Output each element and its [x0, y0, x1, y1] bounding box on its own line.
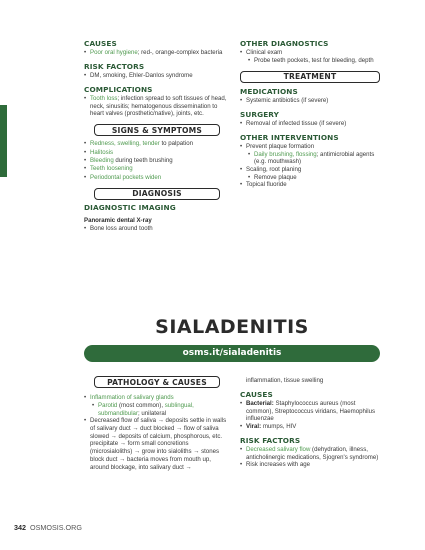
page-number: 342 [14, 523, 26, 532]
pathology-column [84, 376, 230, 471]
causes-bacterial-item [240, 400, 380, 423]
viral-label: Viral: [246, 423, 262, 431]
page-footer [14, 523, 82, 532]
complications-rest: ; infection spread to soft tissues of head, neck, sinusitis; hematogenous dissemination to heart valves (prosthetic/native), joints, etc. [90, 95, 227, 118]
medications-heading: MEDICATIONS [240, 86, 298, 96]
surgery-item: • Removal of infected tissue (if severe) [240, 120, 380, 128]
risk-item: • Risk increases with age [240, 461, 380, 469]
causes-heading: CAUSES [84, 39, 117, 48]
risk-rest: (dehydration, illness, anticholinergic medications, Sjogren's syndrome) [246, 445, 379, 461]
right-column [240, 40, 380, 189]
complications-item [84, 95, 230, 118]
signs-item-1-green: Redness, swelling, tender [90, 140, 160, 148]
brand-link[interactable]: OSMOSIS.ORG [30, 523, 82, 532]
other-interventions-heading: OTHER INTERVENTIONS [240, 132, 339, 142]
signs-item-3-green: Bleeding [90, 156, 114, 164]
other-diagnostics-subitem: • Probe teeth pockets, test for bleeding, depth [240, 57, 380, 65]
interventions-subitem: • Remove plaque [240, 174, 380, 182]
left-column [84, 40, 230, 233]
complications-lead: Tooth loss [90, 95, 118, 103]
surgery-heading: SURGERY [240, 109, 279, 119]
complications-heading: COMPLICATIONS [84, 84, 153, 94]
signs-item-1-rest: to palpation [159, 140, 193, 148]
signs-heading: SIGNS & SYMPTOMS [94, 124, 220, 136]
signs-item: • Halitosis [84, 149, 230, 157]
sialadenitis-causes-heading: CAUSES [240, 389, 273, 399]
imaging-heading: DIAGNOSTIC IMAGING [84, 203, 176, 213]
signs-item-3-rest: during teeth brushing [113, 156, 173, 164]
causes-lead: Poor oral hygiene [90, 49, 138, 57]
bacterial-label: Bacterial: [246, 399, 274, 407]
sialadenitis-right-column [240, 377, 380, 469]
interventions-item: • Prevent plaque formation [240, 143, 380, 151]
interventions-subitem-rest: ; antimicrobial agents (e.g. mouthwash) [254, 150, 375, 166]
pathology-subitem [84, 402, 230, 417]
interventions-item: • Scaling, root planing [240, 166, 380, 174]
pathology-item: • Inflammation of salivary glands [84, 394, 230, 402]
interventions-subitem-green: Daily brushing, flossing [254, 150, 317, 158]
xray-item: • Bone loss around tooth [84, 225, 230, 233]
bacterial-text: Staphylococcus aureus (most common), Streptococcus viridans, Haemophilus influenzae [246, 399, 376, 423]
interventions-subitem [240, 151, 380, 166]
medications-item: • Systemic antibiotics (if severe) [240, 97, 380, 105]
signs-item [84, 140, 230, 148]
pathology-heading: PATHOLOGY & CAUSES [94, 376, 220, 388]
continued-text: inflammation, tissue swelling [246, 377, 324, 384]
section-title: SIALADENITIS [155, 316, 309, 338]
pathology-subitem-mid: (most common), [117, 401, 165, 409]
causes-item [84, 49, 230, 57]
risk-heading: RISK FACTORS [84, 61, 145, 71]
treatment-heading: TREATMENT [240, 71, 380, 83]
glands-text: sublingual, submandibular [98, 401, 194, 417]
parotid-text: Parotid [98, 401, 118, 409]
viral-text: mumps, HIV [261, 423, 297, 431]
signs-item [84, 157, 230, 165]
causes-viral-item [240, 423, 380, 431]
risk-item [240, 446, 380, 461]
signs-item: • Periodontal pockets widen [84, 174, 230, 182]
other-diagnostics-heading: OTHER DIAGNOSTICS [240, 39, 329, 48]
sialadenitis-risk-heading: RISK FACTORS [240, 435, 301, 445]
other-diagnostics-item: • Clinical exam [240, 49, 380, 57]
chapter-tab [0, 105, 7, 177]
pathology-subitem-rest: ; unilateral [137, 409, 167, 417]
section-url-link[interactable]: osms.it/sialadenitis [84, 345, 380, 362]
diagnosis-heading: DIAGNOSIS [94, 188, 220, 200]
signs-item: • Teeth loosening [84, 165, 230, 173]
xray-label: Panoramic dental X-ray [84, 217, 152, 225]
interventions-item: • Topical fluoride [240, 181, 380, 189]
risk-green: Decreased salivary flow [246, 445, 311, 453]
risk-item: • DM, smoking, Ehler-Danlos syndrome [84, 72, 230, 80]
pathology-item: • Decreased flow of saliva → deposits settle in walls of salivary duct → duct blocked → flow of saliva slowed → deposits of calcium, phosphorous, etc. precipitate → form small concretions (microsialoliths) → grow into sialoliths → stones block duct → bacteria moves from mouth up, around blockage, into salivary duct → [84, 417, 230, 471]
causes-rest: ; red-, orange-complex bacteria [137, 49, 223, 57]
